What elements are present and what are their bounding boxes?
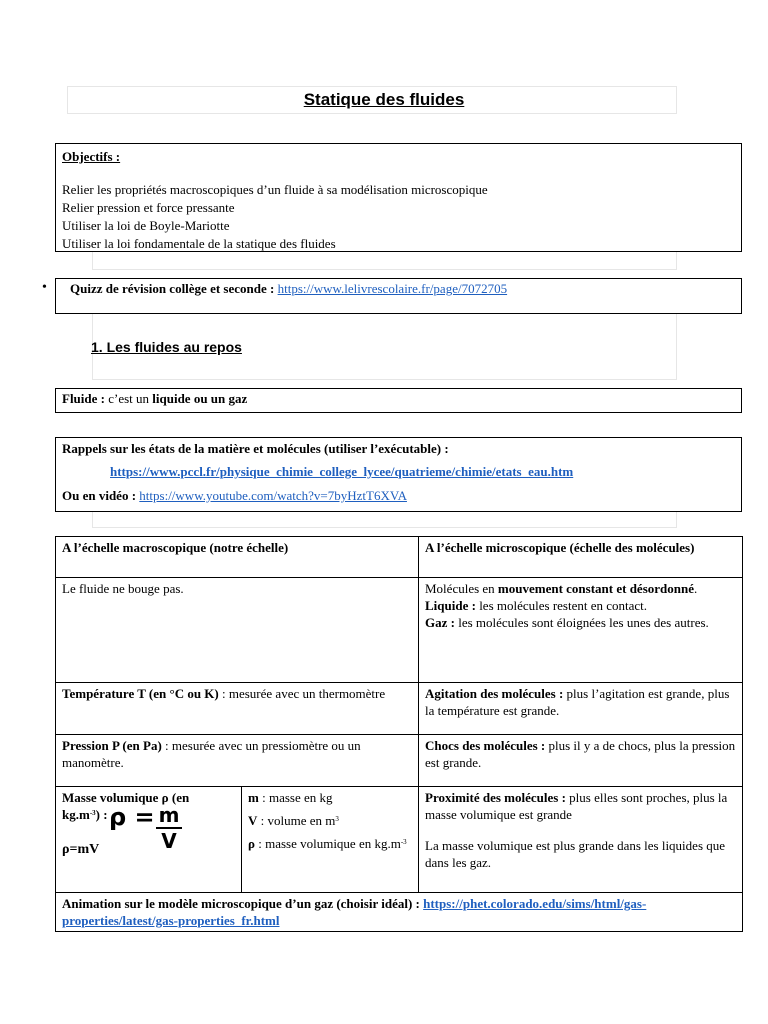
- row2-macro: [56, 683, 419, 735]
- header-micro: A l’échelle microscopique (échelle des molécules): [419, 537, 743, 578]
- rho-label: ρ: [248, 836, 255, 851]
- v-text: : volume en m: [260, 813, 336, 828]
- masse-volumique-label: Masse volumique ρ (en kg.m: [62, 790, 190, 822]
- row3-micro: [419, 735, 743, 787]
- fluide-label: Fluide :: [62, 391, 105, 406]
- v-label: V: [248, 813, 258, 828]
- footer-row: [56, 893, 743, 932]
- formula-rho: ρ =: [109, 803, 155, 831]
- row1-micro-bold: mouvement constant et désordonné: [497, 581, 694, 596]
- objective-item: Relier pression et force pressante: [62, 200, 235, 215]
- quiz-link[interactable]: https://www.lelivrescolaire.fr/page/7072705: [277, 281, 508, 296]
- row1-macro: Le fluide ne bouge pas.: [56, 578, 419, 683]
- proximite-text: plus elles sont proches, plus la masse volumique est grande: [425, 790, 728, 822]
- header-macro: A l’échelle macroscopique (notre échelle): [56, 537, 419, 578]
- animation-label: Animation sur le modèle microscopique d’un gaz (choisir idéal) :: [62, 896, 420, 911]
- objectives-label: Objectifs :: [62, 149, 121, 164]
- quiz-label: Quizz de révision collège et seconde :: [70, 281, 275, 296]
- row4-macro: [56, 787, 242, 893]
- liquide-label: Liquide :: [425, 598, 476, 613]
- fluide-text: c’est un: [108, 391, 150, 406]
- row4-micro: [419, 787, 743, 893]
- quiz-box: [55, 278, 742, 314]
- bullet-icon: •: [42, 280, 47, 295]
- objective-item: Relier les propriétés macroscopiques d’un fluide à sa modélisation microscopique: [62, 182, 488, 197]
- temperature-text: : mesurée avec un thermomètre: [222, 686, 386, 701]
- video-link[interactable]: https://www.youtube.com/watch?v=7byHztT6XVA: [139, 488, 407, 503]
- fraction-denominator: V: [161, 829, 177, 853]
- pression-label: Pression P (en Pa): [62, 738, 162, 753]
- unit-exponent: -3: [89, 809, 96, 817]
- gaz-label: Gaz :: [425, 615, 455, 630]
- video-label: Ou en vidéo :: [62, 488, 137, 503]
- comparison-table: [55, 536, 743, 932]
- objectives-box: [55, 143, 742, 252]
- m-text: : masse en kg: [262, 790, 333, 805]
- agitation-label: Agitation des molécules :: [425, 686, 564, 701]
- chocs-text: plus il y a de chocs, plus la pression est grande.: [425, 738, 736, 770]
- fraction-numerator: m: [156, 805, 182, 829]
- agitation-text: plus l’agitation est grande, plus la température est grande.: [425, 686, 730, 718]
- rho-exponent: -3: [400, 838, 407, 846]
- row1-micro: [419, 578, 743, 683]
- rappels-box: [55, 437, 742, 512]
- chocs-label: Chocs des molécules :: [425, 738, 546, 753]
- proximite-note: La masse volumique est plus grande dans les liquides que dans les gaz.: [425, 838, 726, 870]
- page-title: Statique des fluides: [303, 90, 465, 109]
- row3-macro: [56, 735, 419, 787]
- row1-micro-text: Molécules en: [425, 581, 495, 596]
- row1-micro-dot: .: [694, 581, 698, 596]
- objective-item: Utiliser la loi de Boyle-Mariotte: [62, 218, 230, 233]
- masse-volumique-end: ) :: [95, 807, 108, 822]
- row4-variables: [242, 787, 419, 893]
- margin-frame: [92, 252, 677, 270]
- row2-micro: [419, 683, 743, 735]
- rho-text: : masse volumique en kg.m: [258, 836, 401, 851]
- fluide-box: [55, 388, 742, 413]
- v-exponent: 3: [335, 815, 339, 823]
- margin-frame: [92, 512, 677, 528]
- proximite-label: Proximité des molécules :: [425, 790, 566, 805]
- formula-fraction: [156, 805, 182, 851]
- fluide-bold: liquide ou un gaz: [152, 391, 248, 406]
- gaz-text: les molécules sont éloignées les unes des autres.: [458, 615, 709, 630]
- animation-link[interactable]: https://phet.colorado.edu/sims/html/gas-properties/latest/gas-properties_fr.html: [62, 896, 647, 928]
- pression-text: : mesurée avec un pressiomètre ou un manomètre.: [62, 738, 361, 770]
- rappels-link[interactable]: https://www.pccl.fr/physique_chimie_college_lycee/quatrieme/chimie/etats_eau.htm: [110, 464, 574, 479]
- m-label: m: [248, 790, 259, 805]
- rappels-label: Rappels sur les états de la matière et molécules (utiliser l’exécutable) :: [62, 441, 449, 456]
- liquide-text: les molécules restent en contact.: [479, 598, 648, 613]
- temperature-label: Température T (en °C ou K): [62, 686, 219, 701]
- formula-inline: ρ=mV: [62, 842, 100, 857]
- section-title: 1. Les fluides au repos: [91, 339, 242, 355]
- objective-item: Utiliser la loi fondamentale de la statique des fluides: [62, 236, 336, 251]
